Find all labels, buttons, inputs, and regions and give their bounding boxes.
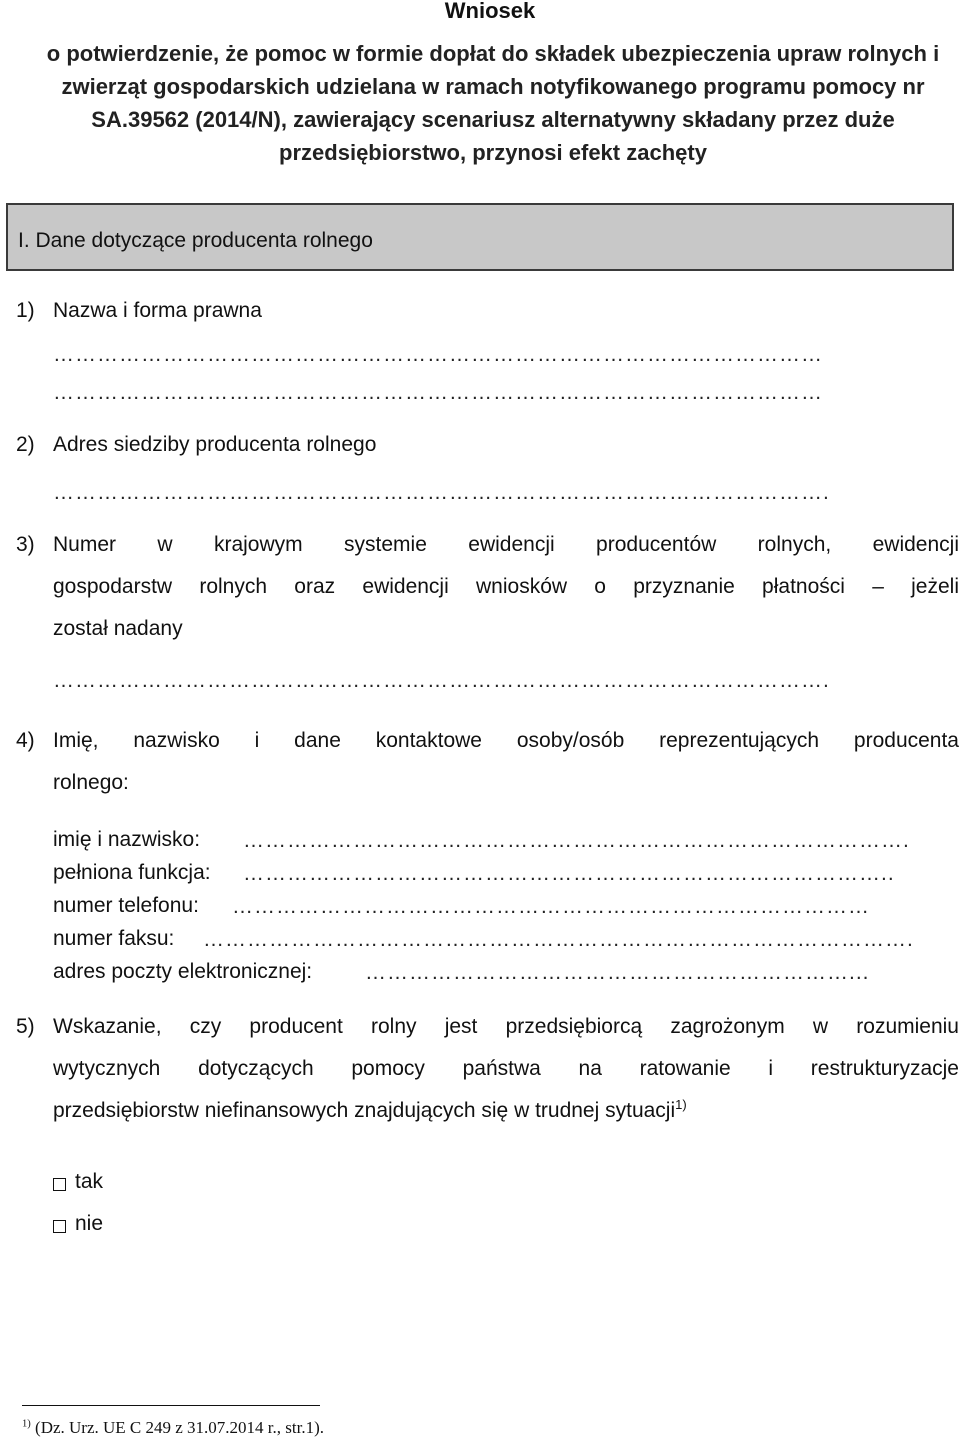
contact-function-fill[interactable]: …………………………………………………………………………….. [243, 862, 895, 885]
footnote-separator [22, 1405, 320, 1406]
item-5-text-line-2: wytycznych dotyczących pomocy państwa na ratowanie i restrukturyzacje [53, 1057, 959, 1080]
item-1-label: Nazwa i forma prawna [53, 299, 262, 322]
document-title: Wniosek [444, 0, 536, 23]
footnote-marker: 1) [22, 1418, 31, 1430]
item-2-number: 2) [16, 433, 35, 456]
contact-function-label: pełniona funkcja: [53, 861, 211, 884]
item-1-fill-line-2[interactable]: …………………………………………………………………………………………… [53, 381, 823, 404]
option-nie-checkbox[interactable] [53, 1220, 66, 1233]
section-header-box [6, 203, 954, 271]
item-5-text-line-1: Wskazanie, czy producent rolny jest przedsiębiorcą zagrożonym w rozumieniu [53, 1015, 959, 1038]
section-heading: I. Dane dotyczące producenta rolnego [18, 229, 373, 252]
item-3-text [53, 524, 959, 650]
option-tak-checkbox[interactable] [53, 1178, 66, 1191]
item-3-text-line-2: gospodarstw rolnych oraz ewidencji wniosków o przyznanie płatności – jeżeli [53, 575, 959, 598]
contact-name-label: imię i nazwisko: [53, 828, 201, 851]
item-3-number: 3) [16, 533, 35, 556]
contact-name-fill[interactable]: ………………………………………………………………………………. [243, 829, 910, 852]
item-5-text-line-3-content: przedsiębiorstw niefinansowych znajdujących się w trudnej sytuacji [53, 1099, 676, 1122]
contact-email-fill[interactable]: …………………………………………………………... [365, 961, 870, 984]
item-2-label: Adres siedziby producenta rolnego [53, 433, 377, 456]
option-nie-label: nie [75, 1212, 104, 1235]
item-3-text-line-1: Numer w krajowym systemie ewidencji producentów rolnych, ewidencji [53, 533, 959, 556]
contact-phone-fill[interactable]: …………………………………………………………………………… [232, 895, 870, 918]
footnote [22, 1418, 324, 1438]
footnote-ref-marker: 1) [675, 1097, 687, 1112]
contact-fax-label: numer faksu: [53, 927, 175, 950]
item-5-text [53, 1006, 959, 1132]
option-tak-label: tak [75, 1170, 104, 1193]
item-5-text-line-3 [53, 1090, 959, 1132]
item-2-fill-line[interactable]: ……………………………………………………………………………………………. [53, 481, 830, 504]
footnote-text: (Dz. Urz. UE C 249 z 31.07.2014 r., str.1). [35, 1418, 324, 1437]
item-1-fill-line-1[interactable]: …………………………………………………………………………………………… [53, 343, 823, 366]
item-3-fill-line[interactable]: ……………………………………………………………………………………………. [53, 669, 830, 692]
item-3-text-line-3: został nadany [53, 617, 183, 640]
contact-email-label: adres poczty elektronicznej: [53, 960, 313, 983]
contact-phone-label: numer telefonu: [53, 894, 199, 917]
item-4-text-line-1: Imię, nazwisko i dane kontaktowe osoby/osób reprezentujących producenta [53, 729, 959, 752]
item-4-number: 4) [16, 729, 35, 752]
document-subtitle: o potwierdzenie, że pomoc w formie dopłat do składek ubezpieczenia upraw rolnych i zwierząt gospodarskich udzielana w ramach notyfikowanego programu pomocy nr SA.39562 (2014/N), zawierający scenariusz alternatywny składany przez duże przedsiębiorstwo, przynosi efekt zachęty [46, 41, 940, 165]
contact-fax-fill[interactable]: ……………………………………………………………………………………. [203, 928, 914, 951]
item-4-text [53, 720, 959, 804]
item-5-number: 5) [16, 1015, 35, 1038]
item-1-number: 1) [16, 299, 35, 322]
item-4-text-line-2: rolnego: [53, 771, 129, 794]
